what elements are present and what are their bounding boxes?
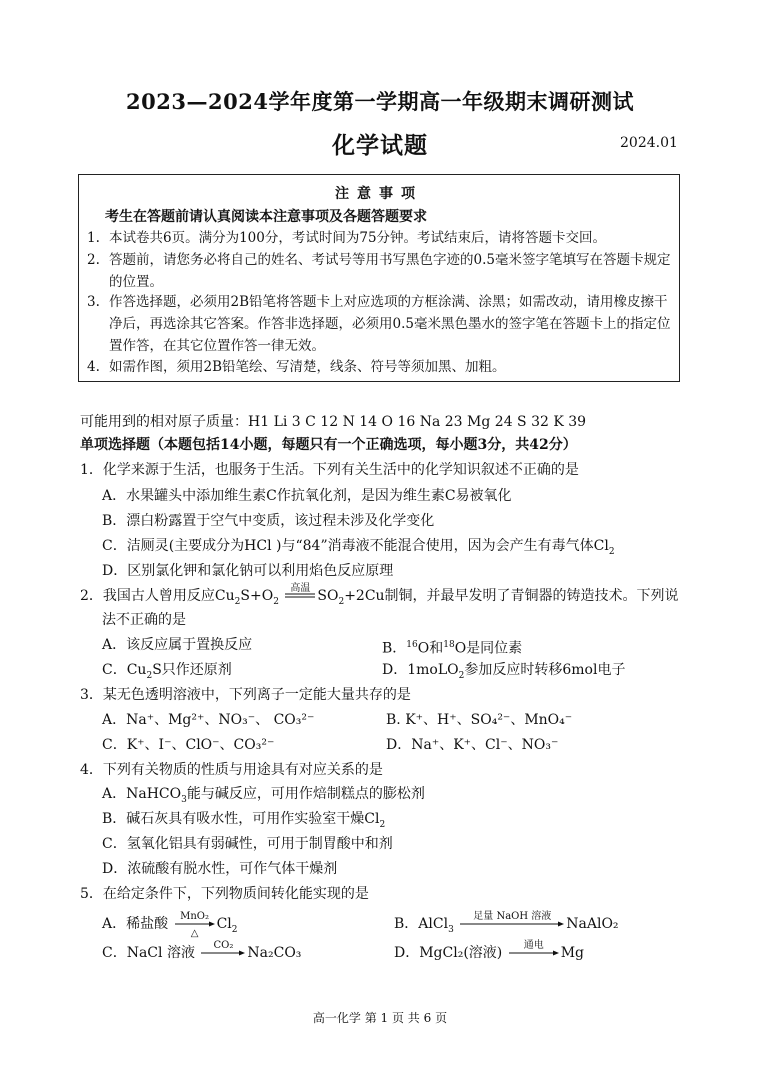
question-3-stem: 3．某无色透明溶液中，下列离子一定能大量共存的是 [80, 687, 411, 703]
question-2-stem: 2．我国古人曾用反应$Cu_2S+O_2$ 高温 $SO_2+2Cu$制铜，并最早发明了青铜器的铸造技术。下列说 [80, 583, 679, 607]
notice-box [78, 174, 680, 382]
question-5-stem: 5．在给定条件下，下列物质间转化能实现的是 [80, 886, 369, 902]
notice-item-number: 1. [87, 230, 100, 246]
question-5-option-c: C．NaCl 溶液 CO₂ Na₂CO₃ [102, 940, 302, 961]
section-title: 单项选择题（本题包括14小题，每题只有一个正确选项，每小题3分，共42分） [80, 437, 577, 453]
question-5-option-d: D．MgCl₂(溶液) 通电 Mg [394, 940, 584, 961]
question-4-option-a: A．NaHCO$_3$能与碱反应，可用作焙制糕点的膨松剂 [102, 786, 425, 805]
question-2-option-a: A．该反应属于置换反应 [102, 637, 253, 653]
question-3-option-a: A．Na⁺、Mg²⁺、NO₃⁻、 CO₃²⁻ [102, 712, 315, 728]
exam-date: 2024.01 [620, 135, 678, 151]
question-5-option-b: B．AlCl$_3$ 足量 NaOH 溶液 NaAlO₂ [394, 911, 619, 935]
question-1-option-d: D．区别氯化钾和氯化钠可以利用焰色反应原理 [102, 563, 394, 579]
notice-item-text: 本试卷共6页。满分为100分，考试时间为75分钟。考试结束后，请将答题卡交回。 [109, 230, 607, 246]
notice-item-text: 答题前，请您务必将自己的姓名、考试号等用书写黑色字迹的0.5毫米签字笔填写在答题卡规定的位置。 [109, 252, 671, 290]
question-1-option-c: C．洁厕灵(主要成分为HCl )与“84”消毒液不能混合使用，因为会产生有毒气体$Cl_2$ [102, 538, 615, 557]
notice-item [87, 291, 673, 357]
notice-item-number: 2. [87, 252, 100, 268]
question-5-option-a: A．稀盐酸 MnO₂ △ $Cl_2$ [102, 911, 238, 939]
question-2-option-d: D．1moLO$_2$参加反应时转移6mol电子 [382, 662, 626, 681]
question-1-option-a: A．水果罐头中添加维生素C作抗氧化剂，是因为维生素C易被氧化 [102, 488, 512, 504]
question-4-option-b: B．碱石灰具有吸水性，可用作实验室干燥$Cl_2$ [102, 811, 386, 830]
reaction-arrow: 通电 [509, 950, 559, 956]
notice-item-number: 3. [87, 294, 100, 310]
reaction-arrow: 足量 NaOH 溶液 [460, 921, 564, 927]
question-4-stem: 4．下列有关物质的性质与用途具有对应关系的是 [80, 762, 383, 778]
question-3-option-d: D．Na⁺、K⁺、Cl⁻、NO₃⁻ [386, 737, 559, 753]
exam-title: 2023—2024学年度第一学期高一年级期末调研测试 [126, 89, 634, 114]
notice-item-text: 如需作图，须用2B铅笔绘、写清楚，线条、符号等须加黑、加粗。 [109, 359, 506, 375]
reaction-arrow: MnO₂ △ [175, 921, 215, 927]
reaction-arrow: CO₂ [201, 950, 245, 956]
page-footer: 高一化学 第 1 页 共 6 页 [312, 1011, 448, 1025]
question-4-option-c: C．氢氧化铝具有弱碱性，可用于制胃酸中和剂 [102, 836, 393, 852]
notice-item [87, 227, 673, 249]
question-3-option-b: B. K⁺、H⁺、SO₄²⁻、MnO₄⁻ [386, 712, 573, 728]
question-4-option-d: D．浓硫酸有脱水性，可作气体干燥剂 [102, 861, 338, 877]
question-1-option-b: B．漂白粉露置于空气中变质，该过程未涉及化学变化 [102, 513, 435, 529]
notice-item [87, 249, 673, 293]
notice-item-number: 4. [87, 359, 100, 375]
reaction-arrow: 高温 [285, 593, 315, 599]
question-1-stem: 1．化学来源于生活，也服务于生活。下列有关生活中的化学知识叙述不正确的是 [80, 462, 579, 478]
notice-item [87, 356, 673, 378]
notice-item-text: 作答选择题，必须用2B铅笔将答题卡上对应选项的方框涂满、涂黑；如需改动，请用橡皮擦干净后，再选涂其它答案。作答非选择题，必须用0.5毫米黑色墨水的签字笔在答题卡上的指定位置作答，在其它位置作答一律无效。 [109, 294, 671, 354]
question-2-stem-continued: 法不正确的是 [102, 612, 186, 628]
atomic-masses: 可能用到的相对原子质量：H1 Li 3 C 12 N 14 O 16 Na 23 Mg 24 S 32 K 39 [80, 414, 587, 430]
question-2-option-b: B．$^{16}$O和$^{18}$O是同位素 [382, 640, 523, 657]
question-3-option-c: C．K⁺、I⁻、ClO⁻、CO₃²⁻ [102, 737, 275, 753]
question-2-option-c: C．$Cu_2S$只作还原剂 [102, 662, 232, 681]
exam-subject-title: 化学试题 [332, 132, 428, 159]
notice-subtitle: 考生在答题前请认真阅读本注意事项及各题答题要求 [105, 209, 427, 225]
notice-title: 注意事项 [335, 186, 423, 202]
